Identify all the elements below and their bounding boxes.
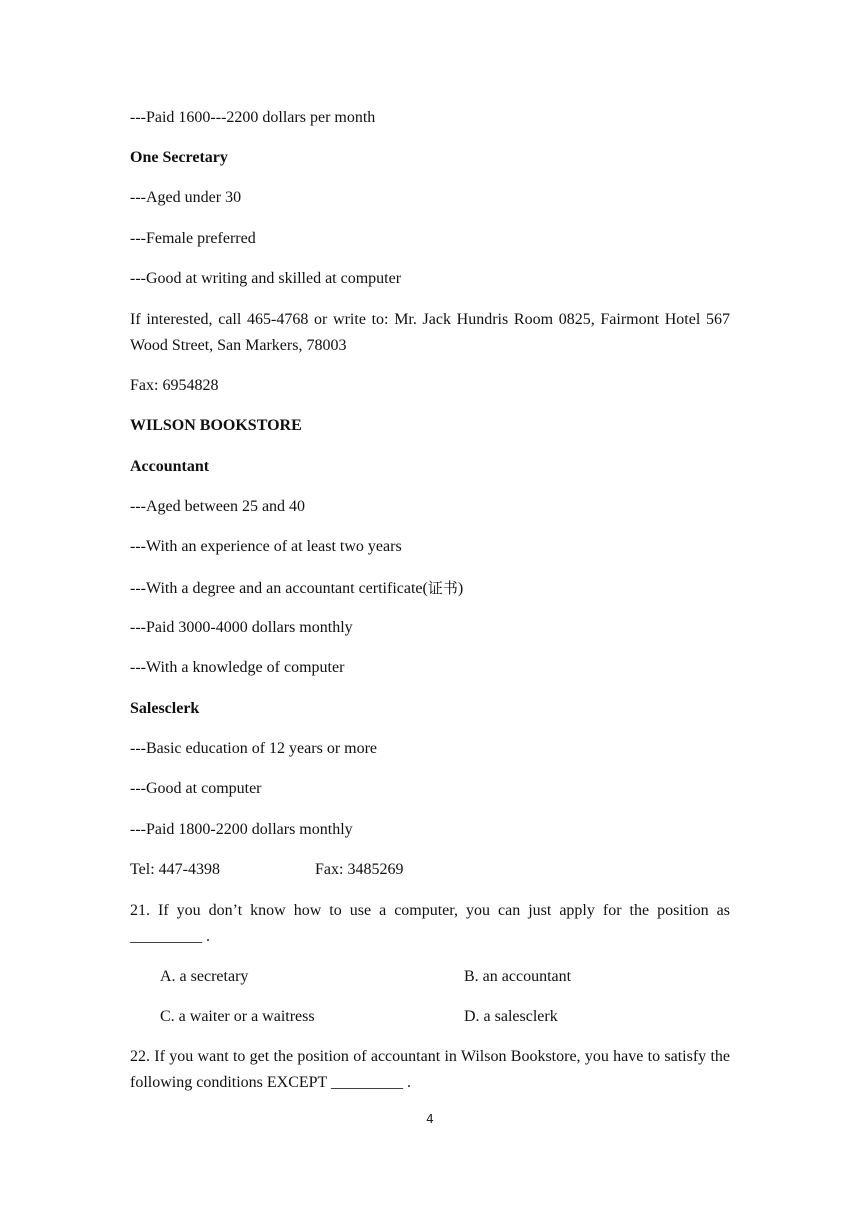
degree-suffix: ) [457,580,464,597]
page-number: 4 [426,1112,434,1126]
female-preferred-line: ---Female preferred [130,230,256,247]
paid-3000-line: ---Paid 3000-4000 dollars monthly [130,619,353,636]
question-21-option-c: C. a waiter or a waitress [160,1008,315,1025]
fax-line-2: Fax: 3485269 [315,861,404,878]
aged-under-30-line: ---Aged under 30 [130,189,242,206]
fax-line-1: Fax: 6954828 [130,377,219,394]
knowledge-line: ---With a knowledge of computer [130,659,345,676]
question-21-option-a: A. a secretary [160,968,249,985]
question-21: 21. If you don’t know how to use a computer, you can just apply for the position as _________ . [130,902,730,945]
degree-prefix: ---With a degree and an accountant certificate( [130,580,428,597]
accountant-heading: Accountant [130,458,210,475]
tel-line: Tel: 447-4398 [130,861,220,878]
bookstore-heading: WILSON BOOKSTORE [130,417,302,434]
question-22: 22. If you want to get the position of accountant in Wilson Bookstore, you have to satisfy the following conditions EXCEPT _________ . [130,1048,730,1091]
paid-1800-line: ---Paid 1800-2200 dollars monthly [130,821,353,838]
question-21-option-d: D. a salesclerk [464,1008,558,1025]
good-writing-line: ---Good at writing and skilled at computer [130,270,402,287]
degree-line [130,575,463,602]
paid-range-line: ---Paid 1600---2200 dollars per month [130,109,376,126]
good-at-computer-line: ---Good at computer [130,780,262,797]
salesclerk-heading: Salesclerk [130,700,200,717]
degree-cn: 证书 [427,579,458,597]
aged-between-line: ---Aged between 25 and 40 [130,498,306,515]
contact-paragraph: If interested, call 465-4768 or write to: Mr. Jack Hundris Room 0825, Fairmont Hotel 567 Wood Street, San Markers, 78003 [130,311,730,354]
experience-line: ---With an experience of at least two years [130,538,402,555]
secretary-heading: One Secretary [130,149,228,166]
question-21-option-b: B. an accountant [464,968,572,985]
basic-education-line: ---Basic education of 12 years or more [130,740,378,757]
